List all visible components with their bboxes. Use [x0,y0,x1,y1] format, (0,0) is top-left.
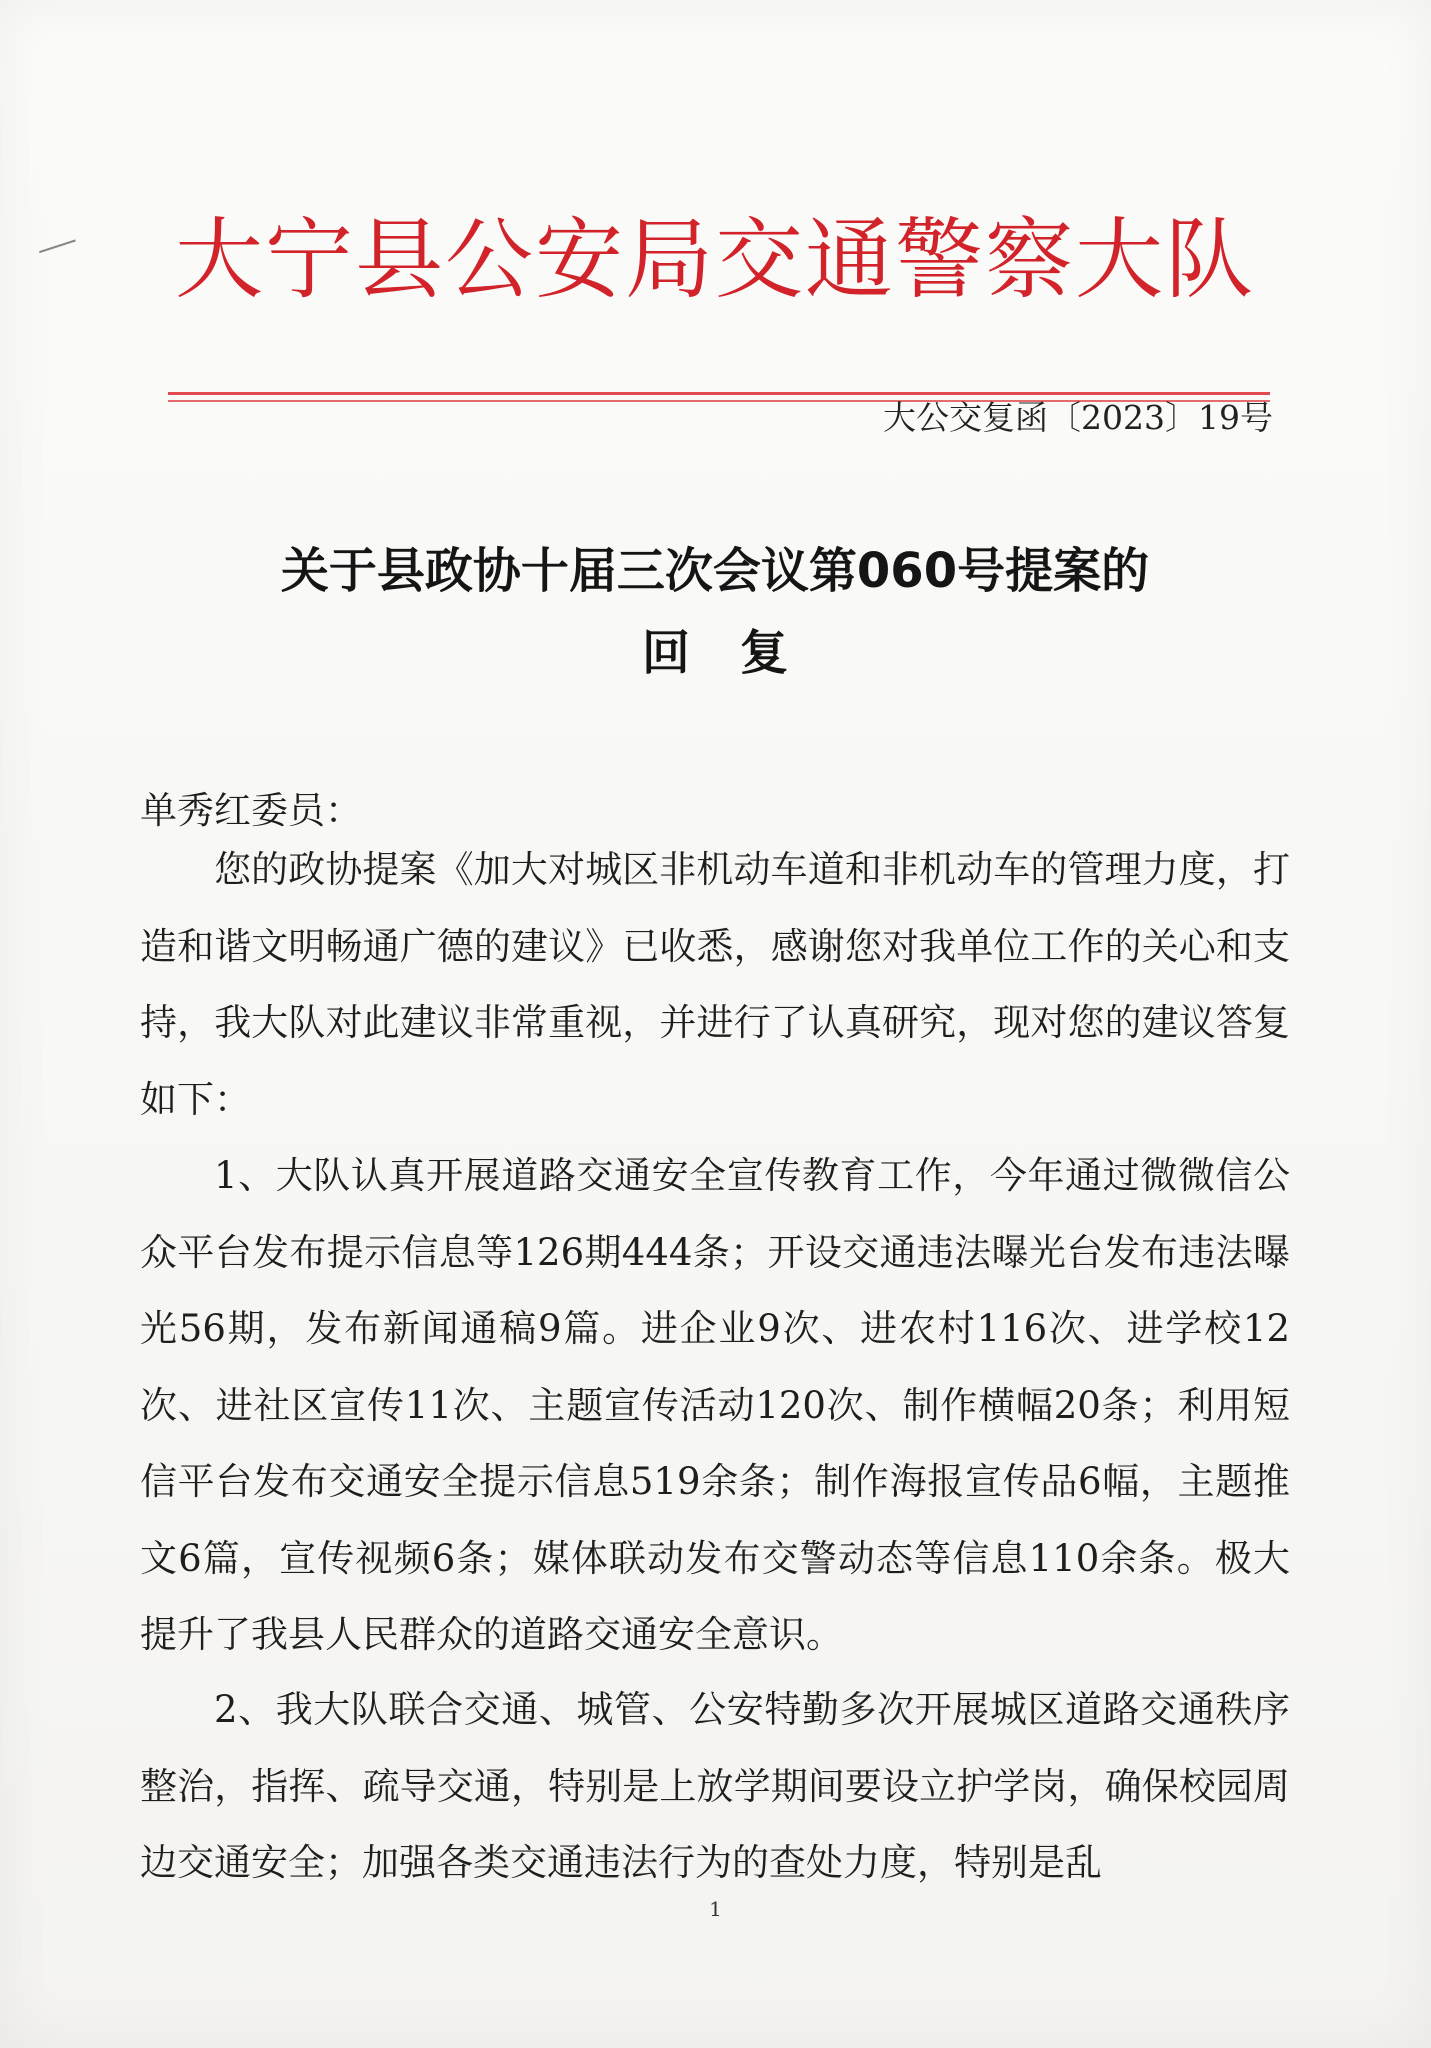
issuing-organization-header: 大宁县公安局交通警察大队 [174,208,1255,311]
document-title-line-1: 关于县政协十届三次会议第060号提案的 [280,543,1150,599]
salutation: 单秀红委员： [140,789,362,832]
page-number: 1 [709,1897,722,1921]
body-paragraph-item-1: 1、大队认真开展道路交通安全宣传教育工作，今年通过微微信公众平台发布提示信息等126期444条；开设交通违法曝光台发布违法曝光56期，发布新闻通稿9篇。进企业9次、进农村116次、进学校12次、进社区宣传11次、主题宣传活动120次、制作横幅20条；利用短信平台发布交通安全提示信息519余条；制作海报宣传品6幅，主题推文6篇，宣传视频6条；媒体联动发布交警动态等信息110余条。极大提升了我县人民群众的道路交通安全意识。 [140,1154,1290,1656]
document-title-line-2: 回复 [641,625,838,681]
body-paragraph-item-2: 2、我大队联合交通、城管、公安特勤多次开展城区道路交通秩序整治，指挥、疏导交通，特别是上放学期间要设立护学岗，确保校园周边交通安全；加强各类交通违法行为的查处力度，特别是乱 [140,1688,1290,1884]
pen-mark [39,239,79,262]
body-paragraph-intro: 您的政协提案《加大对城区非机动车道和非机动车的管理力度，打造和谐文明畅通广德的建议》已收悉，感谢您对我单位工作的关心和支持，我大队对此建议非常重视，并进行了认真研究，现对您的建议答复如下： [140,848,1290,1121]
document-number: 大公交复函〔2023〕19号 [883,398,1273,437]
